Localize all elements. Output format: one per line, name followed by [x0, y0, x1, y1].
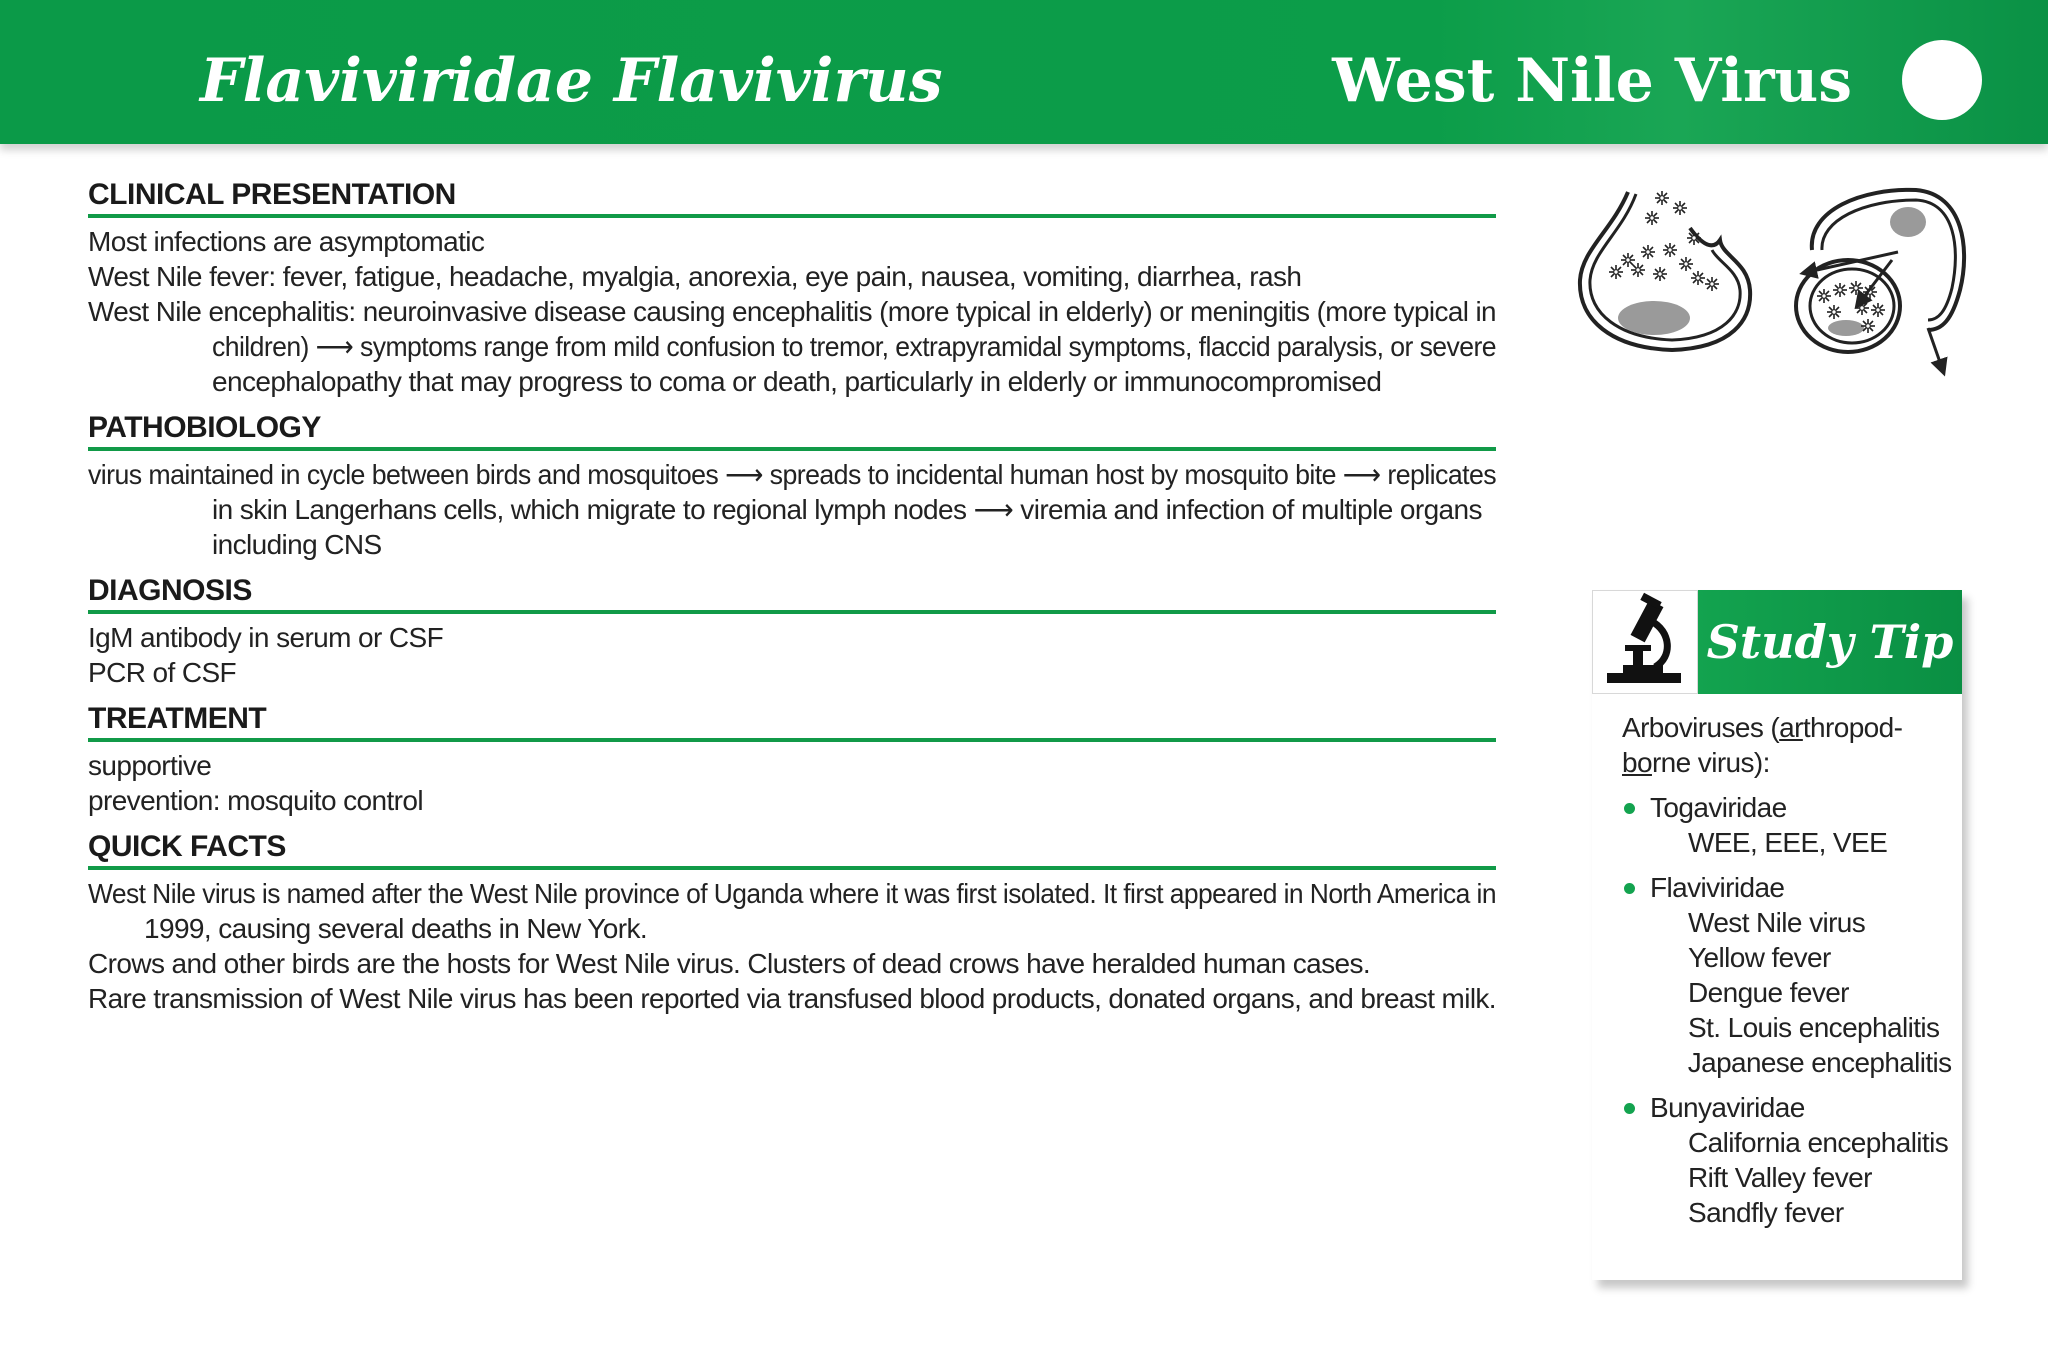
family-label: Flaviviridae [1650, 872, 1785, 903]
list-item: St. Louis encephalitis [1688, 1012, 1940, 1043]
list-item: California encephalitis [1688, 1127, 1949, 1158]
text-line: encephalopathy that may progress to coma or death, particularly in elderly or immunocompromised [212, 366, 1382, 397]
text-line: in skin Langerhans cells, which migrate to regional lymph nodes ⟶ viremia and infection of multiple organs [212, 494, 1482, 525]
text-line: IgM antibody in serum or CSF [88, 622, 444, 653]
text-line: children) ⟶ symptoms range from mild confusion to tremor, extrapyramidal symptoms, flaccid paralysis, or severe [212, 331, 1496, 362]
bullet-icon [1624, 1103, 1635, 1114]
list-item: Rift Valley fever [1688, 1162, 1872, 1193]
list-item [1622, 790, 1952, 825]
intro-text: thropod- [1802, 712, 1903, 743]
section-heading: QUICK FACTS [88, 830, 1496, 870]
study-tip-intro [1622, 710, 1952, 745]
text-line: Most infections are asymptomatic [88, 226, 485, 257]
text-line: PCR of CSF [88, 657, 237, 688]
main-content [88, 178, 1496, 1028]
text-line: Rare transmission of West Nile virus has been reported via transfused blood products, donated organs, and breast milk. [88, 983, 1496, 1014]
family-label: Bunyaviridae [1650, 1092, 1805, 1123]
virus-name-title: West Nile Virus [1332, 46, 1852, 116]
section-treatment [88, 702, 1496, 818]
text-line: West Nile fever: fever, fatigue, headache, myalgia, anorexia, eye pain, nausea, vomiting, diarrhea, rash [88, 261, 1302, 292]
text-line: 1999, causing several deaths in New York. [144, 913, 648, 944]
family-label: Togaviridae [1650, 792, 1787, 823]
study-tip-body [1622, 710, 1952, 1230]
intro-text: Arboviruses ( [1622, 712, 1780, 743]
cell-virus-budding-illustration [1572, 180, 1972, 380]
tip-group-bunyaviridae [1622, 1090, 1952, 1230]
study-tip-header [1592, 590, 1962, 694]
text-line: including CNS [212, 529, 382, 560]
tip-group-togaviridae [1622, 790, 1952, 860]
study-tip-title: Study Tip [1698, 590, 1962, 694]
list-item: Dengue fever [1688, 977, 1849, 1008]
study-tip-panel [1592, 590, 1962, 1280]
section-clinical-presentation [88, 178, 1496, 399]
text-line: Crows and other birds are the hosts for West Nile virus. Clusters of dead crows have heralded human cases. [88, 948, 1371, 979]
virus-family-title: Flaviviridae Flavivirus [200, 46, 943, 116]
header-circle-icon [1902, 40, 1982, 120]
header-banner [0, 0, 2048, 144]
text-line: West Nile encephalitis: neuroinvasive disease causing encephalitis (more typical in elderly) or meningitis (more typical in [88, 296, 1496, 327]
intro-underline: ar [1779, 712, 1803, 743]
text-line: virus maintained in cycle between birds and mosquitoes ⟶ spreads to incidental human host by mosquito bite ⟶ replicates [88, 459, 1497, 490]
intro-text: rne virus): [1651, 747, 1770, 778]
section-diagnosis [88, 574, 1496, 690]
list-item: Sandfly fever [1688, 1197, 1844, 1228]
text-line: West Nile virus is named after the West Nile province of Uganda where it was first isolated. It first appeared in North America in [88, 878, 1496, 909]
bullet-icon [1624, 883, 1635, 894]
list-item: Yellow fever [1688, 942, 1831, 973]
microscope-icon [1592, 590, 1698, 694]
section-heading: PATHOBIOLOGY [88, 411, 1496, 451]
section-heading: TREATMENT [88, 702, 1496, 742]
list-item: West Nile virus [1688, 907, 1866, 938]
section-heading: DIAGNOSIS [88, 574, 1496, 614]
study-tip-intro [1622, 745, 1952, 780]
list-item: WEE, EEE, VEE [1688, 827, 1888, 858]
text-line: supportive [88, 750, 212, 781]
bullet-icon [1624, 803, 1635, 814]
text-line: prevention: mosquito control [88, 785, 423, 816]
list-item [1622, 870, 1952, 905]
section-heading: CLINICAL PRESENTATION [88, 178, 1496, 218]
tip-group-flaviviridae [1622, 870, 1952, 1080]
intro-underline: bo [1622, 747, 1652, 778]
list-item [1622, 1090, 1952, 1125]
section-quick-facts [88, 830, 1496, 1016]
list-item: Japanese encephalitis [1687, 1047, 1952, 1078]
section-pathobiology [88, 411, 1496, 562]
